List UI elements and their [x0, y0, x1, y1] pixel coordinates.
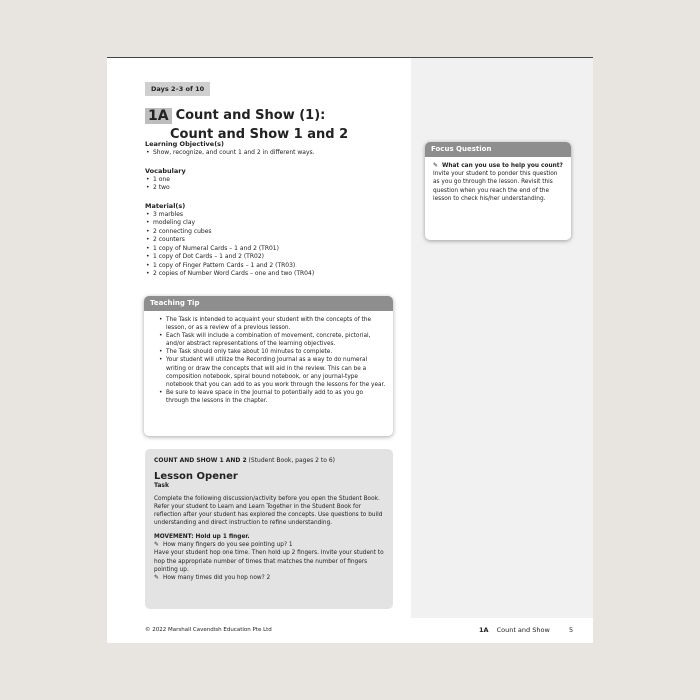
opener-movement: MOVEMENT: Hold up 1 finger. [154, 533, 250, 540]
materials-heading: Material(s) [145, 202, 186, 210]
vocabulary-item: • 2 two [153, 184, 405, 193]
material-item: • 2 connecting cubes [153, 228, 405, 237]
focus-question-body: Invite your student to ponder this question as you go through the lesson. Revisit this question when you reach the end of the lesson to check his/her understanding. [433, 171, 558, 202]
lesson-title-line2: Count and Show 1 and 2 [170, 127, 349, 142]
lesson-opener-box [145, 449, 393, 609]
lesson-code: 1A [145, 108, 172, 124]
workbook-page [107, 57, 593, 643]
opener-source: COUNT AND SHOW 1 AND 2 (Student Book, pages 2 to 6) [154, 457, 335, 464]
teaching-tip-box [144, 296, 393, 436]
objective-item: • Show, recognize, and count 1 and 2 in different ways. [153, 149, 405, 158]
pencil-icon: ✎ [154, 574, 160, 582]
focus-question-box [425, 142, 571, 240]
focus-question-header: Focus Question [425, 142, 571, 157]
lesson-title [145, 108, 405, 142]
vocabulary-heading: Vocabulary [145, 167, 186, 175]
opener-question-1: ✎ How many fingers do you see pointing up? 1 [154, 541, 293, 549]
vocabulary-item: • 1 one [153, 176, 405, 185]
pencil-icon: ✎ [154, 541, 160, 549]
focus-question: ✎ What can you use to help you count? [433, 162, 563, 169]
tip-item: • Each Task will include a combination of movement, concrete, pictorial, and/or abstract representations of the learning objectives. [166, 332, 387, 348]
objectives-heading: Learning Objective(s) [145, 140, 224, 148]
opener-question-2: ✎ How many times did you hop now? 2 [154, 574, 271, 582]
material-item: • 2 counters [153, 236, 405, 245]
material-item: • 2 copies of Number Word Cards – one and two (TR04) [153, 270, 405, 279]
tip-item: • The Task is intended to acquaint your student with the concepts of the lesson, or as a review of a previous lesson. [166, 316, 387, 332]
objectives-section [145, 140, 405, 157]
page-number: 5 [569, 626, 574, 634]
tip-item: • The Task should only take about 10 minutes to complete. [166, 348, 387, 356]
tip-item: • Be sure to leave space in the Journal to potentially add to as you go through the lessons in the chapter. [166, 389, 387, 405]
opener-instruction: Have your student hop one time. Then hold up 2 fingers. Invite your student to hop the appropriate number of times that matches the number of fingers pointing up. [154, 550, 384, 573]
lesson-title-line1: Count and Show (1): [175, 108, 326, 123]
copyright: © 2022 Marshall Cavendish Education Pte Ltd [145, 627, 272, 633]
opener-task-label: Task [154, 482, 169, 490]
material-item: • 1 copy of Numeral Cards – 1 and 2 (TR01) [153, 245, 405, 254]
materials-section [145, 202, 405, 279]
material-item: • 1 copy of Dot Cards – 1 and 2 (TR02) [153, 253, 405, 262]
opener-title: Lesson Opener [154, 471, 238, 483]
teaching-tip-header: Teaching Tip [144, 296, 393, 311]
opener-intro: Complete the following discussion/activity before you open the Student Book. Refer your student to Learn and Learn Together in the Student Book for reflection after your student has explored the concepts. Use questions to build understanding and direct instruction to refine understanding. [154, 495, 383, 527]
material-item: • modeling clay [153, 219, 405, 228]
chapter-label: 1A Count and Show [479, 626, 550, 634]
material-item: • 3 marbles [153, 211, 405, 220]
vocabulary-section [145, 167, 405, 193]
page-footer [107, 618, 593, 644]
material-item: • 1 copy of Finger Pattern Cards – 1 and 2 (TR03) [153, 262, 405, 271]
pencil-icon: ✎ [433, 162, 439, 169]
days-badge: Days 2–3 of 10 [145, 82, 210, 96]
tip-item: • Your student will utilize the Recording Journal as a way to do numeral writing or draw the concepts that will aid in the review. This can be a composition notebook, spiral bound notebook, or any journal-type notebook that you can add to as you work through the lessons for the year. [166, 356, 387, 388]
